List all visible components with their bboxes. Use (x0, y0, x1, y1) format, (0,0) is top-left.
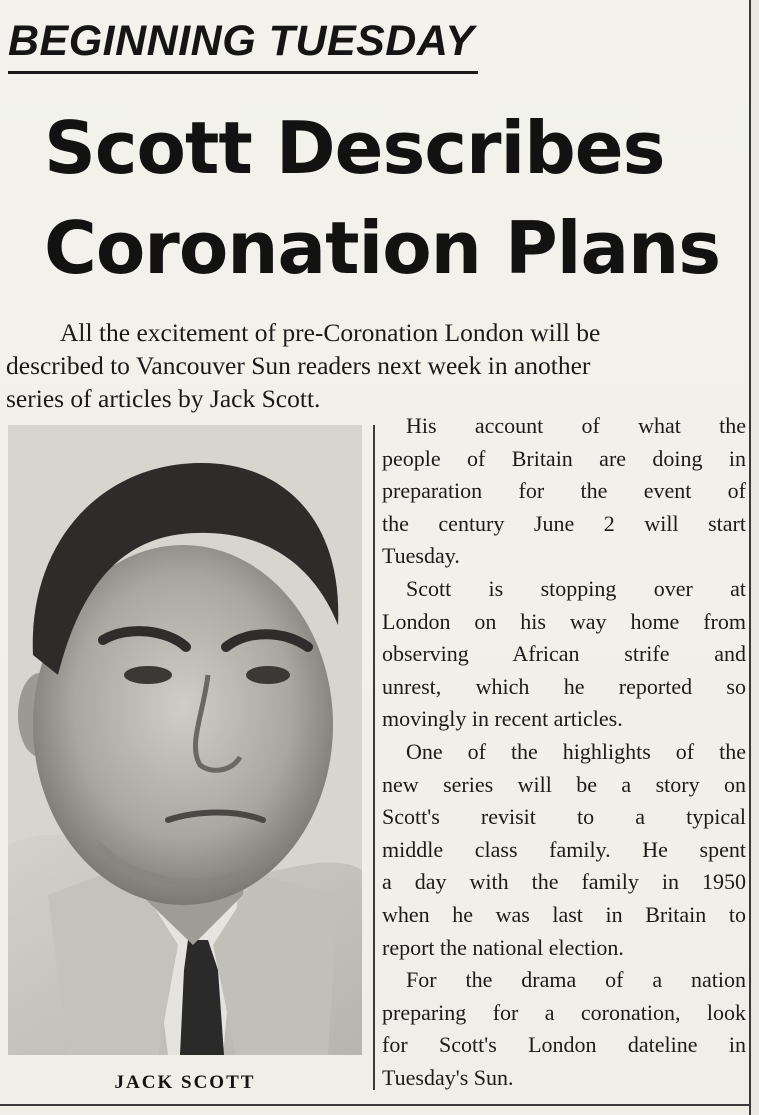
body-line: new series will be a story on (382, 771, 746, 797)
headline (44, 98, 744, 298)
kicker-underline (8, 71, 478, 74)
body-column (382, 410, 746, 1094)
portrait-illustration (8, 425, 362, 1055)
headline-line-2: Coronation Plans (44, 206, 721, 290)
body-line: the century June 2 will start (382, 510, 746, 536)
lede-paragraph (6, 316, 746, 415)
body-line: unrest, which he reported so (382, 673, 746, 699)
lede-line-3: series of articles by Jack Scott. (6, 384, 321, 413)
body-line: people of Britain are doing in (382, 445, 746, 471)
body-line: preparing for a coronation, look (382, 999, 746, 1025)
body-line: Scott is stopping over at (406, 575, 746, 601)
body-line: One of the highlights of the (406, 738, 746, 764)
body-line: preparation for the event of (382, 478, 746, 504)
body-line: London on his way home from (382, 608, 746, 634)
portrait-photo (8, 425, 362, 1055)
body-line: His account of what the (406, 413, 746, 438)
bottom-rule (0, 1104, 749, 1106)
body-line: a day with the family in 1950 (382, 869, 746, 895)
body-line: Scott's revisit to a typical (382, 804, 746, 830)
body-line: middle class family. He spent (382, 836, 746, 862)
body-line: for Scott's London dateline in (382, 1032, 746, 1058)
body-line: Tuesday. (382, 543, 460, 569)
kicker-heading: BEGINNING TUESDAY (8, 17, 475, 65)
body-line: For the drama of a nation (406, 967, 746, 993)
body-line: report the national election. (382, 934, 624, 960)
headline-line-1: Scott Describes (44, 106, 665, 190)
body-line: movingly in recent articles. (382, 706, 623, 732)
photo-caption: JACK SCOTT (114, 1072, 256, 1093)
adjacent-column-edge (751, 0, 759, 1115)
body-line: observing African strife and (382, 641, 746, 667)
lede-line-2: described to Vancouver Sun readers next week in another (6, 351, 591, 380)
column-rule (373, 425, 375, 1090)
body-line: Tuesday's Sun. (382, 1064, 514, 1090)
lede-line-1: All the excitement of pre-Coronation London will be (60, 318, 601, 347)
body-line: when he was last in Britain to (382, 901, 746, 927)
